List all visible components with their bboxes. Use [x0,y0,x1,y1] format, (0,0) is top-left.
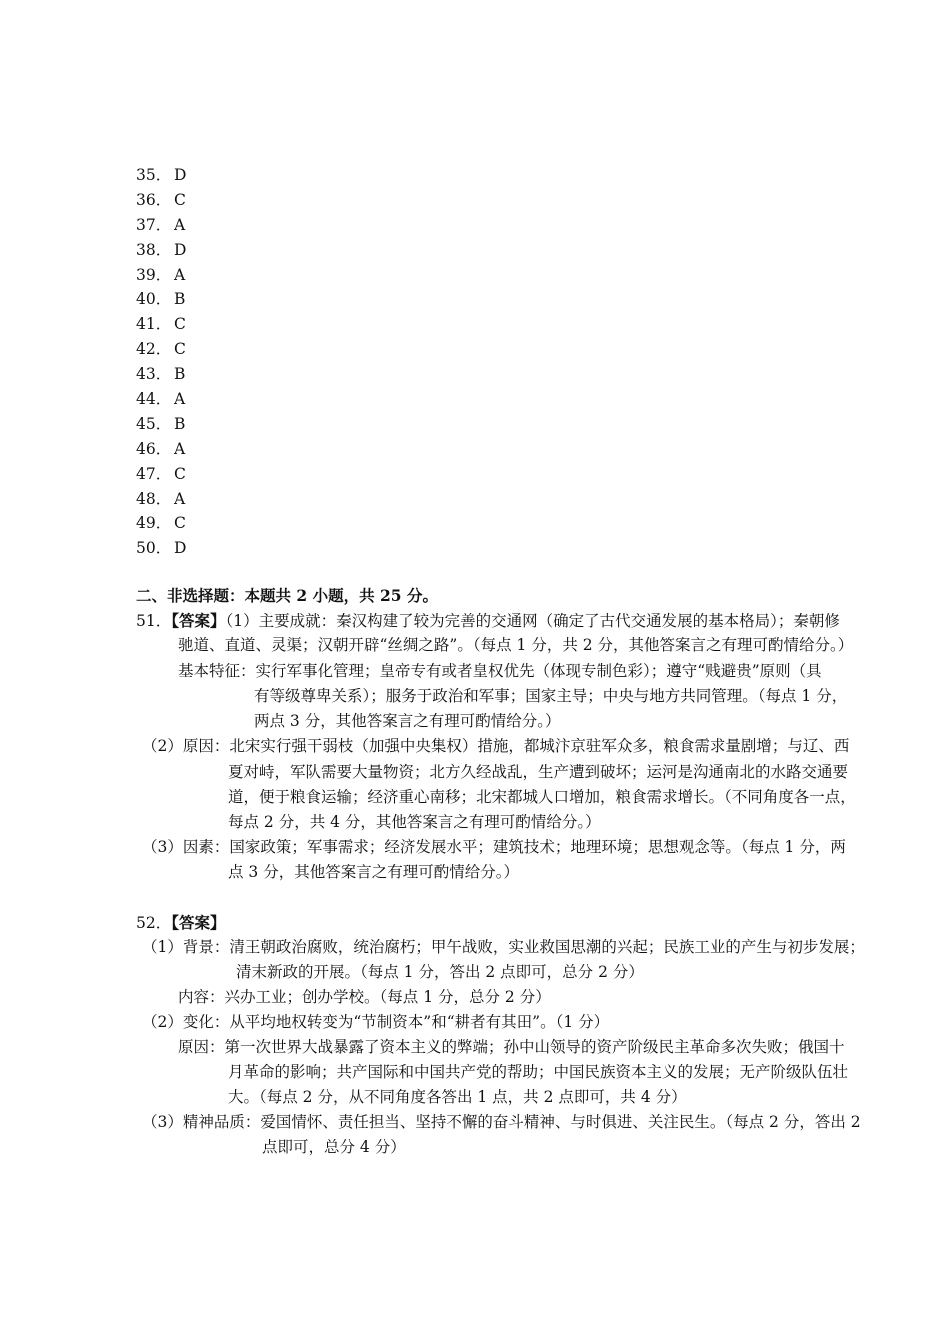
answer-letter: C [174,514,186,533]
mc-answer-item [136,312,186,337]
part-label: 原因： [178,1038,225,1056]
mc-answer-item [136,412,186,437]
answer-letter: B [174,414,186,433]
answer-letter: A [174,489,186,508]
q52-header [136,910,536,936]
q52-part1b [178,985,898,1010]
text-line: 秦汉构建了较为完善的交通网（确定了古代交通发展的基本格局）；秦朝修 [336,612,840,630]
mc-answer-item [136,536,186,561]
text-line: 有等级尊卑关系）；服务于政治和军事；国家主导；中央与地方共同管理。（每点 1 分， [254,687,848,705]
mc-answer-item [136,487,186,512]
answer-letter: A [174,265,186,284]
text-line: 每点 2 分，共 4 分，其他答案言之有理可酌情给分。） [228,813,601,831]
text-line: 第一次世界大战暴露了资本主义的弊端；孙中山领导的资产阶级民主革命多次失败；俄国十 [224,1038,845,1056]
mc-answer-item [136,188,186,213]
answer-letter: B [174,290,186,309]
question-number: 37． [136,215,172,234]
mc-answer-item [136,511,186,536]
text-line: 清末新政的开展。（每点 1 分，答出 2 点即可，总分 2 分） [236,963,644,981]
answer-letter: B [174,365,186,384]
mc-answer-item [136,462,186,487]
part-label: 内容： [178,988,225,1006]
mc-answer-item [136,163,186,188]
question-number: 44． [136,390,172,409]
answer-letter: D [174,539,187,558]
text-line: 月革命的影响；共产国际和中国共产党的帮助；中国民族资本主义的发展；无产阶级队伍壮 [228,1063,849,1081]
q51-number: 51． [136,612,172,630]
answer-tag: 【答案】 [171,611,226,630]
mc-answer-item [136,437,186,462]
text-line: 道，便于粮食运输；经济重心南移；北宋都城人口增加，粮食需求增长。（不同角度各一点， [228,788,856,806]
question-number: 48． [136,489,172,508]
text-line: 两点 3 分，其他答案言之有理可酌情给分。） [254,712,561,730]
text-line: 驰道、直道、灵渠；汉朝开辟“丝绸之路”。（每点 1 分，共 2 分，其他答案言之有理可酌情给分。） [178,636,854,654]
text-line: 夏对峙，军队需要大量物资；北方久经战乱，生产遭到破坏；运河是沟通南北的水路交通要 [228,763,849,781]
part-label: （3）因素： [142,838,230,856]
question-number: 43． [136,365,172,384]
q51-part1b [178,659,898,684]
question-number: 47． [136,464,172,483]
question-number: 41． [136,315,172,334]
mc-answer-item [136,213,186,238]
q51-part3 [142,835,902,860]
answer-letter: C [174,340,186,359]
q51-part2 [142,734,902,759]
text-line: 从平均地权转变为“节制资本”和“耕者有其田”。（1 分） [229,1013,610,1031]
q52-number: 52． [136,914,172,932]
question-number: 38． [136,240,172,259]
section-heading: 二、非选择题：本题共 2 小题，共 25 分。 [136,586,438,605]
part-label: 基本特征： [178,662,256,680]
part-label: （2）原因： [142,737,230,755]
answer-letter: D [174,166,187,184]
question-number: 40． [136,290,172,309]
answer-letter: A [174,439,186,458]
question-number: 35． [136,166,172,184]
mc-answer-item [136,263,186,288]
q52-part2b [178,1035,898,1060]
text-line: 国家政策；军事需求；经济发展水平；建筑技术；地理环境；思想观念等。（每点 1 分，两 [229,838,846,856]
answer-letter: A [174,215,186,234]
question-number: 50． [136,539,172,558]
part-label: （1）主要成就： [225,612,337,630]
part-label: （2）变化： [142,1013,230,1031]
answer-letter: D [174,240,187,259]
answer-tag: 【答案】 [171,913,226,932]
multiple-choice-answers [136,163,186,561]
mc-answer-item [136,238,186,263]
text-line: 北宋实行强干弱枝（加强中央集权）措施，都城汴京驻军众多，粮食需求量剧增；与辽、西 [229,737,850,755]
question-number: 39． [136,265,172,284]
text-line: 兴办工业；创办学校。（每点 1 分，总分 2 分） [224,988,551,1006]
question-number: 36． [136,190,172,209]
question-number: 49． [136,514,172,533]
text-line: 实行军事化管理；皇帝专有或者皇权优先（体现专制色彩）；遵守“贱避贵”原则（具 [255,662,822,680]
mc-answer-item [136,387,186,412]
answer-letter: A [174,390,186,409]
answer-letter: C [174,190,186,209]
text-line: 清王朝政治腐败，统治腐朽；甲午战败，实业救国思潮的兴起；民族工业的产生与初步发展； [229,938,865,956]
question-number: 45． [136,414,172,433]
q52-part2 [142,1010,902,1035]
answer-letter: C [174,464,186,483]
part-label: （1）背景： [142,938,230,956]
text-line: 点 3 分，其他答案言之有理可酌情给分。） [228,863,519,881]
text-line: 爱国情怀、责任担当、坚持不懈的奋斗精神、与时俱进、关注民生。（每点 2 分，答出 2 [260,1113,861,1131]
question-number: 46． [136,439,172,458]
mc-answer-item [136,337,186,362]
q52-part3 [142,1110,902,1135]
text-line: 点即可，总分 4 分） [262,1138,406,1156]
q52-part1 [142,935,902,960]
q51-part1 [136,608,898,634]
part-label: （3）精神品质： [142,1113,261,1131]
mc-answer-item [136,287,186,312]
answer-letter: C [174,315,186,334]
question-number: 42． [136,340,172,359]
mc-answer-item [136,362,186,387]
text-line: 大。（每点 2 分，从不同角度各答出 1 点，共 2 点即可，共 4 分） [228,1088,687,1106]
